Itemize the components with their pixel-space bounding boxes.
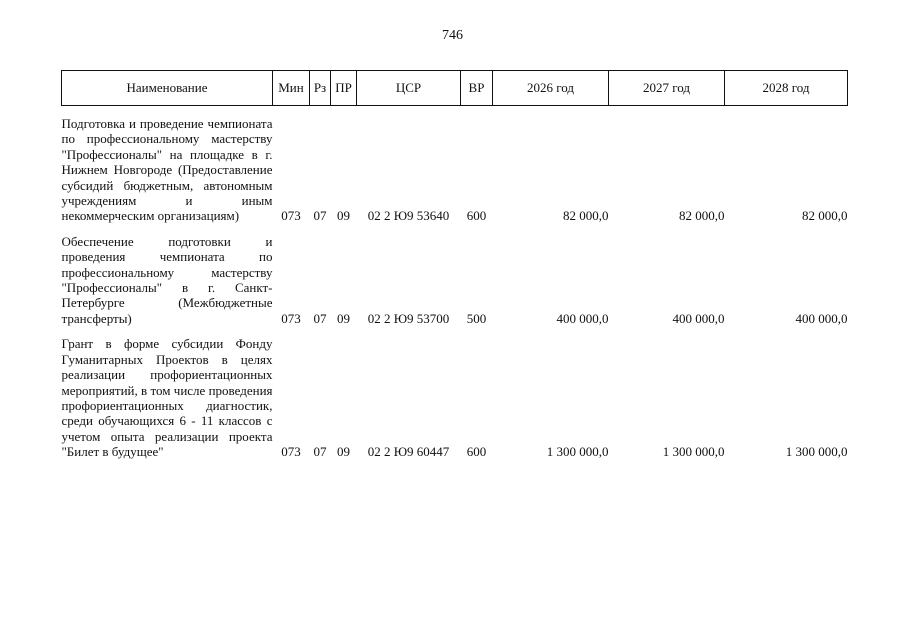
row-2028: 400 000,0 (795, 310, 848, 326)
row-pr: 09 (337, 310, 350, 326)
table-row (62, 326, 848, 459)
row-2027: 1 300 000,0 (662, 444, 725, 460)
header-2028: 2028 год (725, 71, 848, 106)
row-csr: 02 2 Ю9 53700 (367, 310, 450, 326)
header-2027: 2027 год (609, 71, 725, 106)
row-2028: 82 000,0 (802, 208, 848, 224)
row-csr: 02 2 Ю9 53640 (367, 208, 450, 224)
row-min: 073 (281, 310, 301, 326)
row-2026: 400 000,0 (556, 310, 609, 326)
row-rz: 07 (313, 208, 327, 224)
row-vr: 500 (466, 310, 487, 326)
page-number: 746 (442, 28, 463, 43)
budget-table (61, 70, 848, 460)
row-min: 073 (281, 208, 301, 224)
row-vr: 600 (466, 444, 487, 460)
row-vr: 600 (466, 208, 487, 224)
row-name: Грант в форме субсидии Фонду Гуманитарных Проектов в целях реализации профориентационных мероприятий, в том числе проведения профориентационных диагностик, среди обучающихся 6 - 11 классов с учетом опыта реализации проекта "Билет в будущее" (61, 336, 273, 460)
header-name: Наименование (62, 71, 273, 106)
table-row (62, 106, 848, 224)
row-pr: 09 (337, 444, 350, 460)
row-name: Подготовка и проведение чемпионата по профессиональному мастерству "Профессионалы" на площадке в г. Нижнем Новгороде (Предоставление субсидий бюджетным, автономным учреждениям и иным некоммерческим организациям) (61, 116, 273, 224)
header-min: Мин (273, 71, 310, 106)
table-row (62, 224, 848, 326)
table-header-row (62, 71, 848, 106)
row-csr: 02 2 Ю9 60447 (367, 444, 450, 460)
row-2026: 82 000,0 (563, 208, 609, 224)
row-name: Обеспечение подготовки и проведения чемпионата по профессиональному мастерству "Профессионалы" в г. Санкт-Петербурге (Межбюджетные трансферты) (61, 233, 273, 326)
row-2028: 1 300 000,0 (785, 444, 848, 460)
row-2026: 1 300 000,0 (546, 444, 609, 460)
row-pr: 09 (337, 208, 350, 224)
row-2027: 82 000,0 (679, 208, 725, 224)
row-min: 073 (281, 444, 301, 460)
header-csr: ЦСР (357, 71, 461, 106)
header-pr: ПР (331, 71, 357, 106)
header-2026: 2026 год (493, 71, 609, 106)
row-rz: 07 (313, 310, 327, 326)
row-rz: 07 (313, 444, 327, 460)
header-vr: ВР (461, 71, 493, 106)
header-rz: Рз (310, 71, 331, 106)
row-2027: 400 000,0 (672, 310, 725, 326)
